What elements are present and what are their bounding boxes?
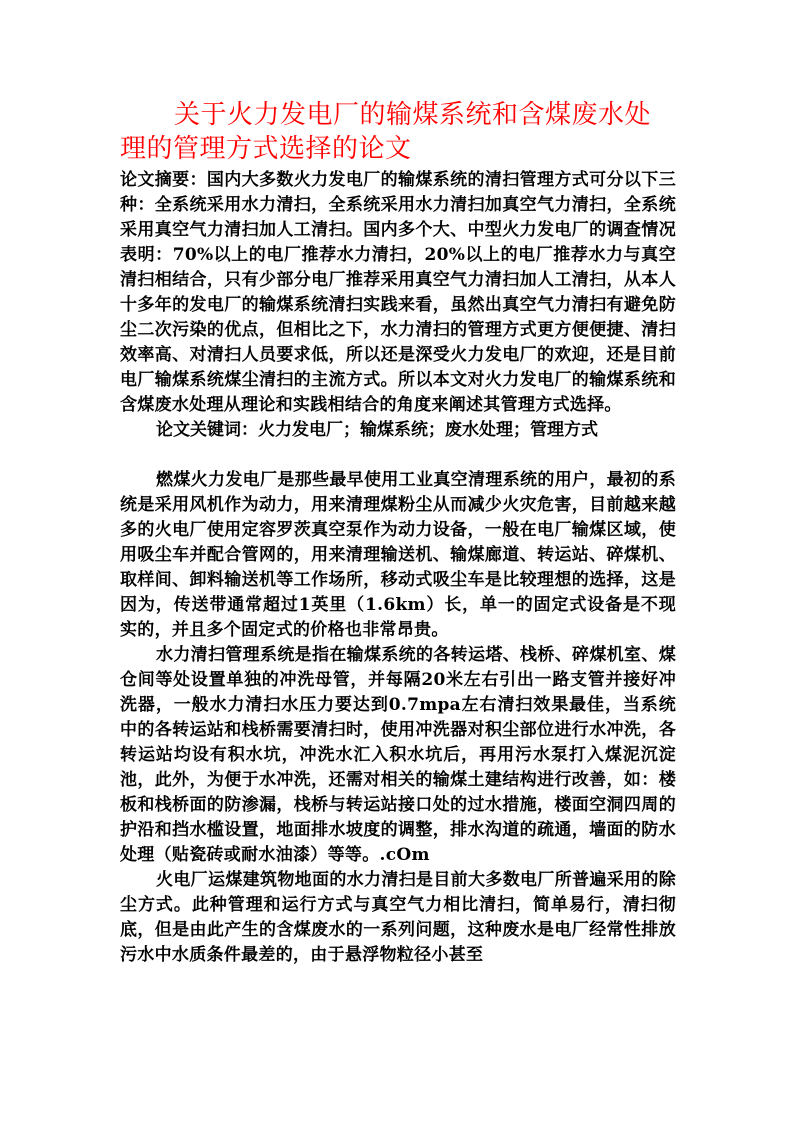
- document-page: [120, 98, 676, 968]
- blank-line: [120, 443, 676, 468]
- body-paragraph-1: 燃煤火力发电厂是那些最早使用工业真空清理系统的用户，最初的系统是采用风机作为动力，用来清理煤粉尘从而减少火灾危害，目前越来越多的火电厂使用定容罗茨真空泵作为动力设备，一般在电厂输煤区域，使用吸尘车并配合管网的，用来清理输送机、输煤廊道、转运站、碎煤机、取样间、卸料输送机等工作场所，移动式吸尘车是比较理想的选择，这是因为，传送带通常超过1英里（1.6km）长，单一的固定式设备是不现实的，并且多个固定式的价格也非常昂贵。: [120, 470, 676, 640]
- document-title: 关于火力发电厂的输煤系统和含煤废水处理的管理方式选择的论文: [120, 100, 652, 164]
- body-paragraph-2: 水力清扫管理系统是指在输煤系统的各转运塔、栈桥、碎煤机室、煤仓间等处设置单独的冲洗母管，并每隔20米左右引出一路支管并接好冲洗器，一般水力清扫水压力要达到0.7mpa左右清扫效果最佳，当系统中的各转运站和栈桥需要清扫时，使用冲洗器对积尘部位进行水冲洗，各转运站均设有积水坑，冲洗水汇入积水坑后，再用污水泵打入煤泥沉淀池，此外，为便于水冲洗，还需对相关的输煤土建结构进行改善，如：楼板和栈桥面的防渗漏，栈桥与转运站接口处的过水措施，楼面空洞四周的护沿和挡水槛设置，地面排水坡度的调整，排水沟道的疏通，墙面的防水处理（贴瓷砖或耐水油漆）等等。.cOm: [120, 645, 676, 865]
- body-paragraph-3: 火电厂运煤建筑物地面的水力清扫是目前大多数电厂所普遍采用的除尘方式。此种管理和运行方式与真空气力相比清扫，简单易行，清扫彻底，但是由此产生的含煤废水的一系列问题，这种废水是电厂经常性排放污水中水质条件最差的，由于悬浮物粒径小甚至: [120, 870, 676, 965]
- keywords-line: 论文关键词：火力发电厂；输煤系统；废水处理；管理方式: [156, 420, 598, 440]
- abstract-paragraph: 论文摘要：国内大多数火力发电厂的输煤系统的清扫管理方式可分以下三种：全系统采用水力清扫，全系统采用水力清扫加真空气力清扫，全系统采用真空气力清扫加人工清扫。国内多个大、中型火力发电厂的调查情况表明：70%以上的电厂推荐水力清扫，20%以上的电厂推荐水力与真空清扫相结合，只有少部分电厂推荐采用真空气力清扫加人工清扫，从本人十多年的发电厂的输煤系统清扫实践来看，虽然出真空气力清扫有避免防尘二次污染的优点，但相比之下，水力清扫的管理方式更方便便捷、清扫效率高、对清扫人员要求低，所以还是深受火力发电厂的欢迎，还是目前电厂输煤系统煤尘清扫的主流方式。所以本文对火力发电厂的输煤系统和含煤废水处理从理论和实践相结合的角度来阐述其管理方式选择。: [120, 170, 676, 415]
